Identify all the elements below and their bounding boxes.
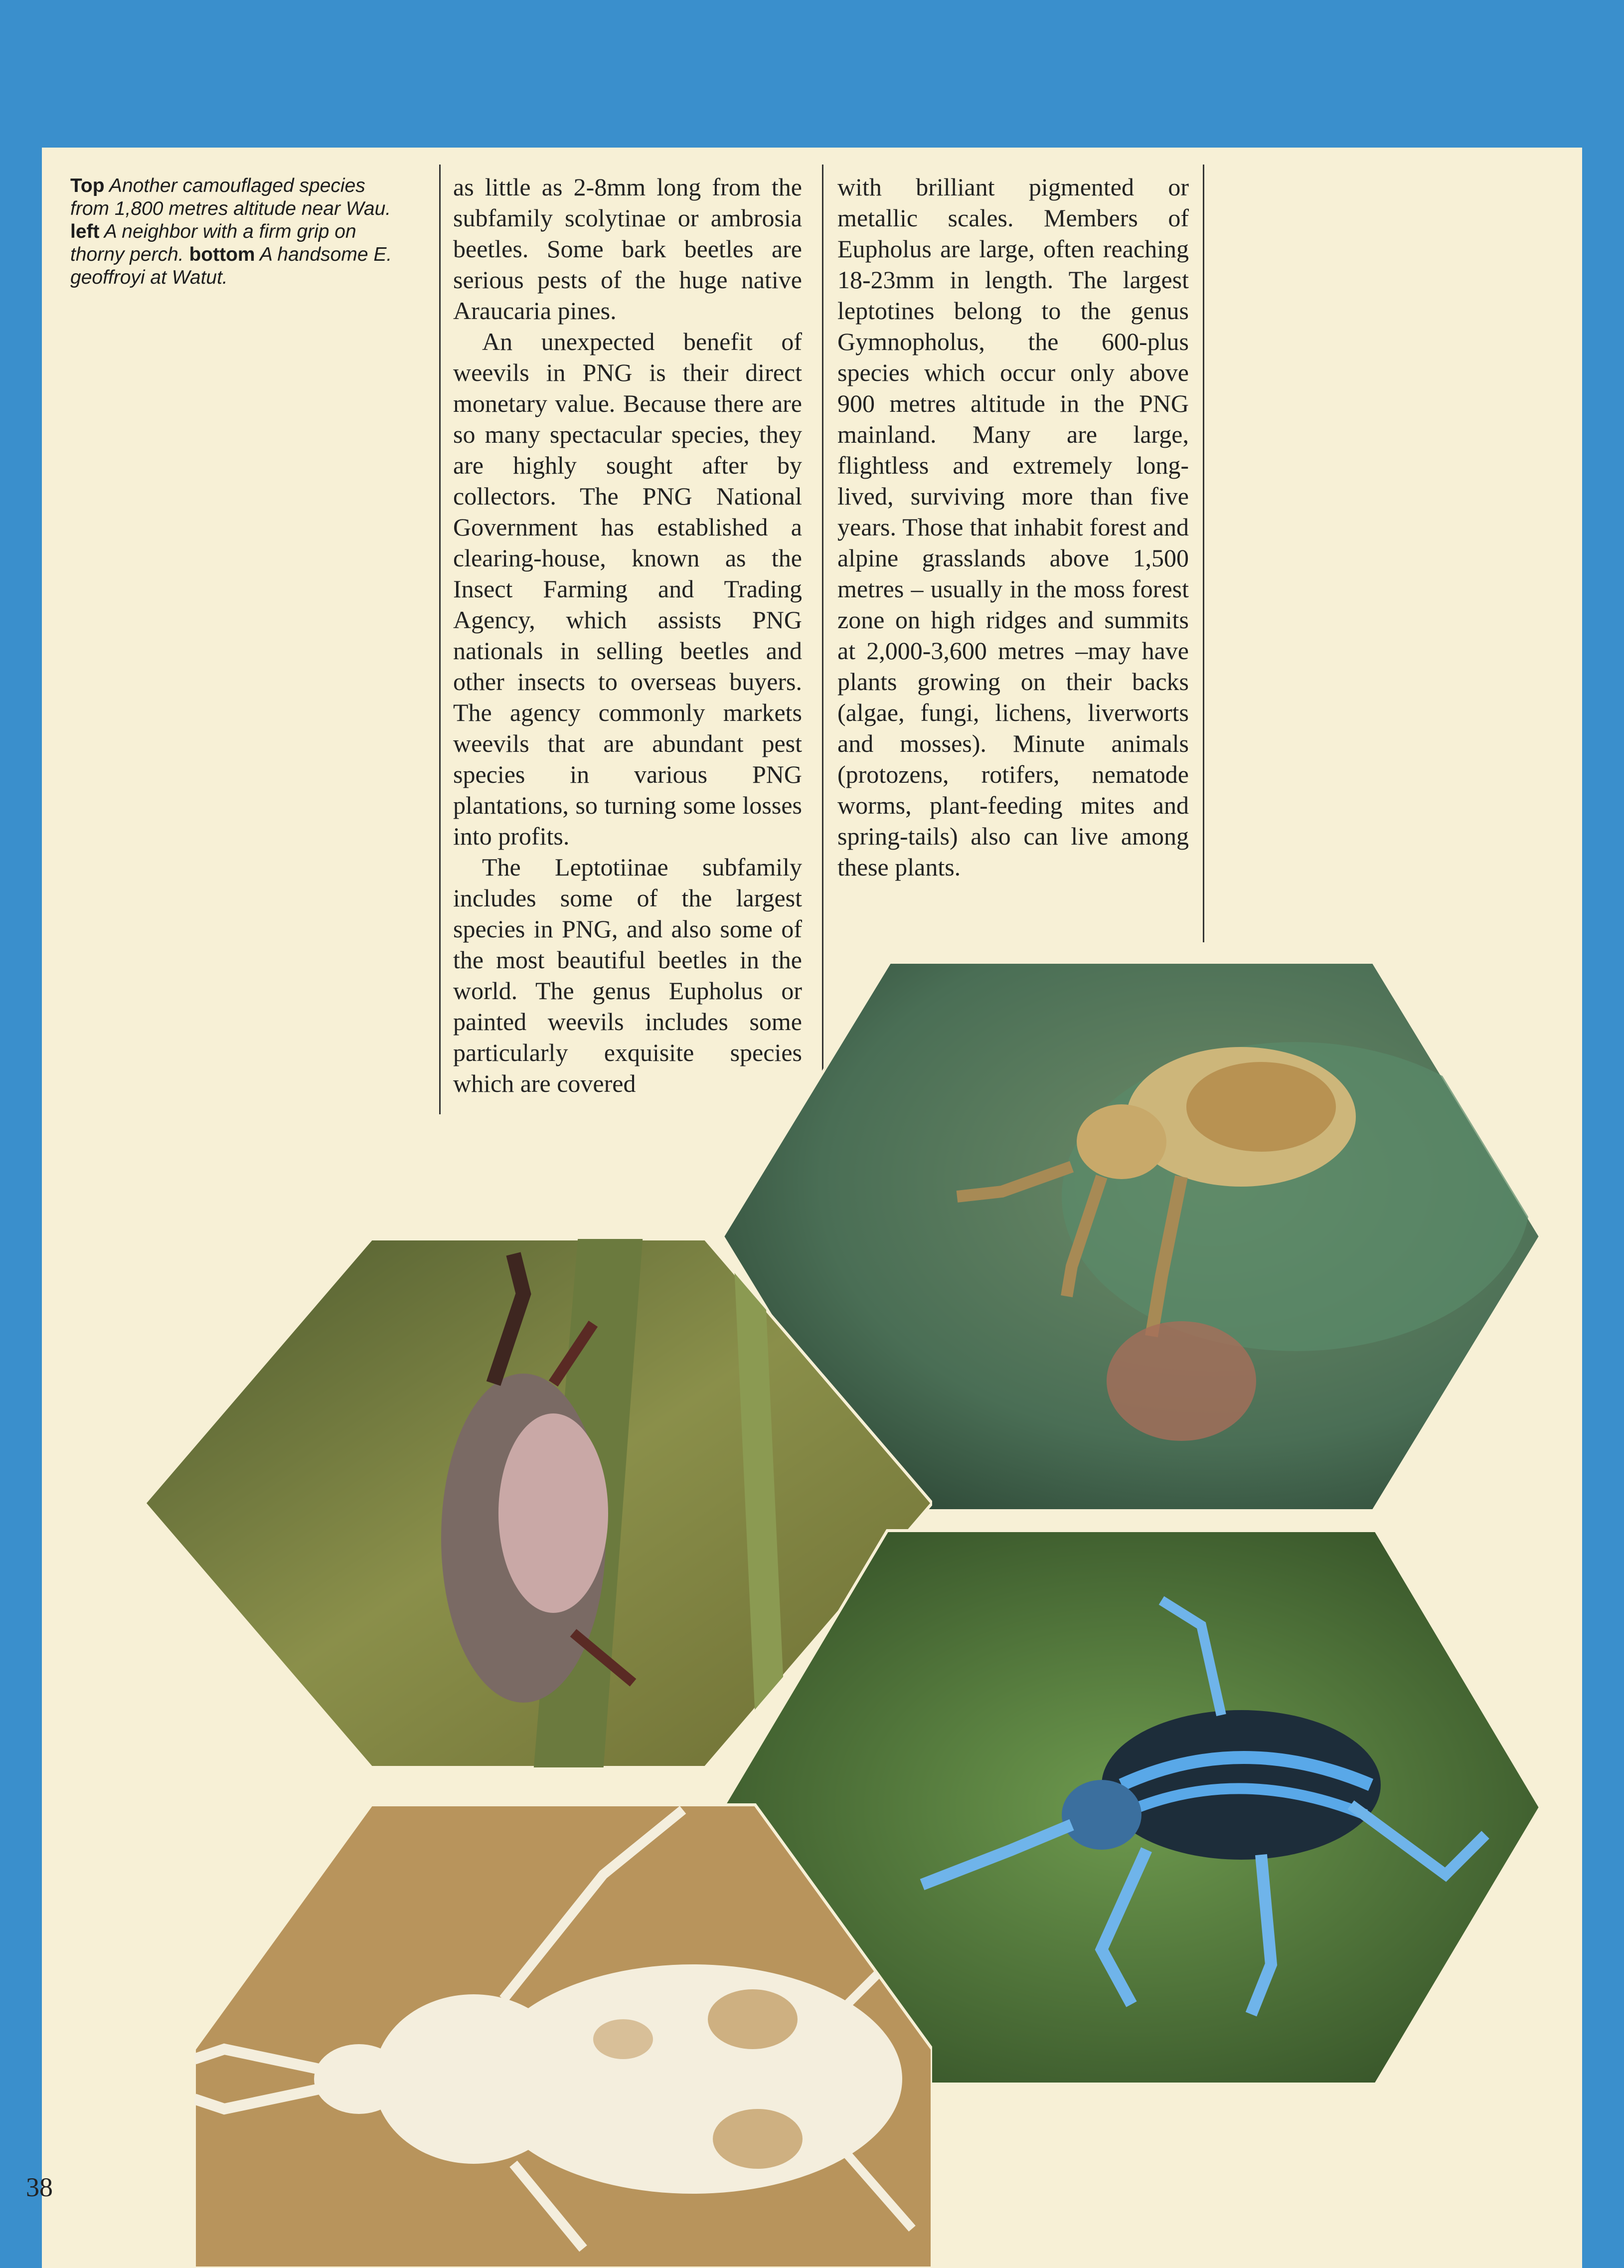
text-column-2: [837, 172, 1189, 882]
caption-bottom-label: bottom: [189, 244, 255, 265]
caption-top-text: Another camouflaged species from 1,800 metres altitude near Wau.: [70, 175, 391, 219]
caption-left-text: A neighbor with a firm grip on thorny perch.: [70, 221, 356, 265]
column1-paragraph: An unexpected benefit of weevils in PNG is their direct monetary value. Because there are so many spectacular species, they are highly sought after by collectors. The PNG National Government has established a clearing-house, known as the Insect Farming and Trading Agency, which assists PNG nationals in selling beetles and other insects to overseas buyers. The agency commonly markets weevils that are abundant pest species in various PNG plantations, so turning some losses into profits.: [453, 328, 802, 850]
column2-paragraph: with brilliant pigmented or metallic scales. Members of Eupholus are large, often reaching 18-23mm in length. The largest leptotines belong to the genus Gymnopholus, the 600-plus species which occur only above 900 metres altitude in the PNG mainland. Many are large, flightless and extremely long-lived, surviving more than five years. Those that inhabit forest and alpine grasslands above 1,500 metres – usually in the moss forest zone on high ridges and summits at 2,000-3,600 metres –may have plants growing on their backs (algae, fungi, lichens, liverworts and mosses). Minute animals (protozens, rotifers, nematode worms, plant-feeding mites and spring-tails) also can live among these plants.: [837, 173, 1189, 881]
weevil-illustration: [194, 1800, 932, 2268]
caption-left-label: left: [70, 221, 100, 242]
caption-bottom-text: A handsome E. geoffroyi at Watut.: [70, 244, 392, 288]
page-number: 38: [26, 2172, 53, 2202]
column1-paragraph: The Leptotiinae subfamily includes some of the largest species in PNG, and also some of the most beautiful beetles in the world. The genus Eupholus or painted weevils includes some particularly exquisite species which are covered: [453, 853, 802, 1097]
photo-caption: [70, 174, 409, 289]
column1-paragraph: as little as 2-8mm long from the subfamily scolytinae or ambrosia beetles. Some bark beetles are serious pests of the huge native Araucaria pines.: [453, 173, 802, 325]
column-rule-right: [1203, 165, 1204, 942]
column-rule-left: [439, 165, 441, 1114]
caption-top-label: Top: [70, 175, 105, 196]
